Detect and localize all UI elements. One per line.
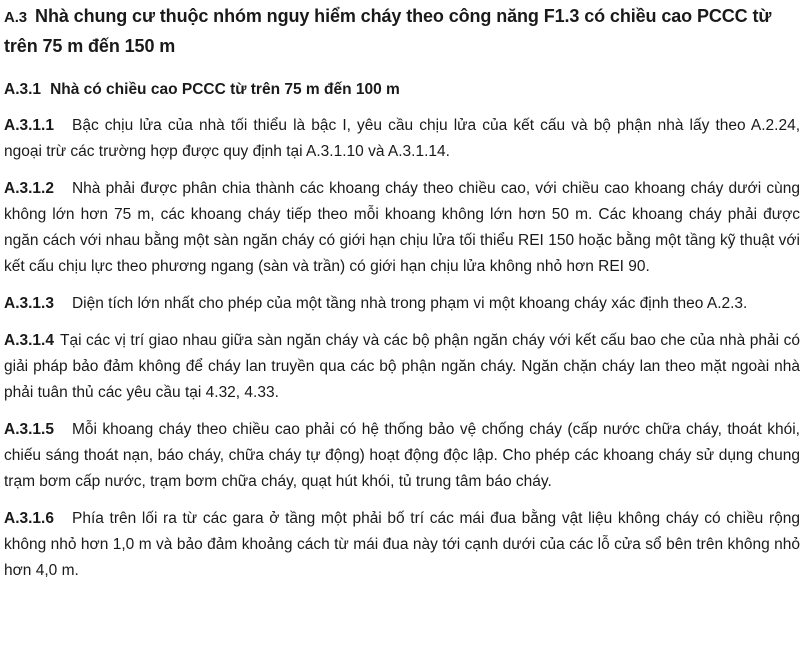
section-heading bbox=[4, 0, 800, 61]
section-number: A.3 bbox=[4, 9, 28, 26]
paragraph-text: Phía trên lối ra từ các gara ở tầng một phải bố trí các mái đua bằng vật liệu không cháy có chiều rộng không nhỏ hơn 1,0 m và bảo đảm khoảng cách từ mái đua này tới cạnh dưới của các lỗ cửa sổ bên trên không nhỏ hơn 4,0 m. bbox=[4, 510, 800, 579]
section-title: Nhà chung cư thuộc nhóm nguy hiểm cháy theo công năng F1.3 có chiều cao PCCC từ trên 75 m đến 150 m bbox=[4, 6, 772, 56]
paragraph-a3-1-5 bbox=[4, 417, 800, 495]
paragraph-number: A.3.1.5 bbox=[4, 421, 54, 438]
subsection-heading bbox=[4, 78, 800, 102]
paragraph-number: A.3.1.3 bbox=[4, 295, 54, 312]
paragraph-a3-1-3 bbox=[4, 291, 800, 317]
subsection-number: A.3.1 bbox=[4, 81, 42, 98]
paragraph-number: A.3.1.2 bbox=[4, 180, 54, 197]
paragraph-text: Bậc chịu lửa của nhà tối thiểu là bậc I, yêu cầu chịu lửa của kết cấu và bộ phận nhà lấy theo A.2.24, ngoại trừ các trường hợp được quy định tại A.3.1.10 và A.3.1.14. bbox=[4, 117, 800, 160]
paragraph-number: A.3.1.6 bbox=[4, 510, 54, 527]
paragraph-number: A.3.1.4 bbox=[4, 332, 54, 349]
paragraph-text: Nhà phải được phân chia thành các khoang cháy theo chiều cao, với chiều cao khoang cháy dưới cùng không lớn hơn 75 m, các khoang cháy tiếp theo mỗi khoang không lớn hơn 50 m. Các khoang cháy phải được ngăn cách với nhau bằng một sàn ngăn cháy có giới hạn chịu lửa tối thiểu REI 150 hoặc bằng một tầng kỹ thuật với kết cấu chịu lực theo phương ngang (sàn và trần) có giới hạn chịu lửa không nhỏ hơn REI 90. bbox=[4, 180, 800, 275]
paragraph-a3-1-4 bbox=[4, 328, 800, 406]
paragraph-text: Tại các vị trí giao nhau giữa sàn ngăn cháy và các bộ phận ngăn cháy với kết cấu bao che của nhà phải có giải pháp bảo đảm không để cháy lan truyền qua các bộ phận ngăn cháy. Ngăn chặn cháy lan theo mặt ngoài nhà phải tuân thủ các yêu cầu tại 4.32, 4.33. bbox=[4, 332, 800, 401]
paragraph-a3-1-2 bbox=[4, 176, 800, 280]
paragraph-text: Mỗi khoang cháy theo chiều cao phải có hệ thống bảo vệ chống cháy (cấp nước chữa cháy, thoát khói, chiếu sáng thoát nạn, báo cháy, chữa cháy tự động) hoạt động độc lập. Cho phép các khoang cháy sử dụng chung trạm bơm cấp nước, trạm bơm chữa cháy, quạt hút khói, tủ trung tâm báo cháy. bbox=[4, 421, 800, 490]
subsection-title: Nhà có chiều cao PCCC từ trên 75 m đến 100 m bbox=[50, 81, 400, 98]
paragraph-a3-1-1 bbox=[4, 113, 800, 165]
paragraph-a3-1-6 bbox=[4, 506, 800, 584]
document-page bbox=[4, 0, 800, 584]
paragraph-text: Diện tích lớn nhất cho phép của một tầng nhà trong phạm vi một khoang cháy xác định theo A.2.3. bbox=[71, 295, 748, 312]
paragraph-number: A.3.1.1 bbox=[4, 117, 54, 134]
